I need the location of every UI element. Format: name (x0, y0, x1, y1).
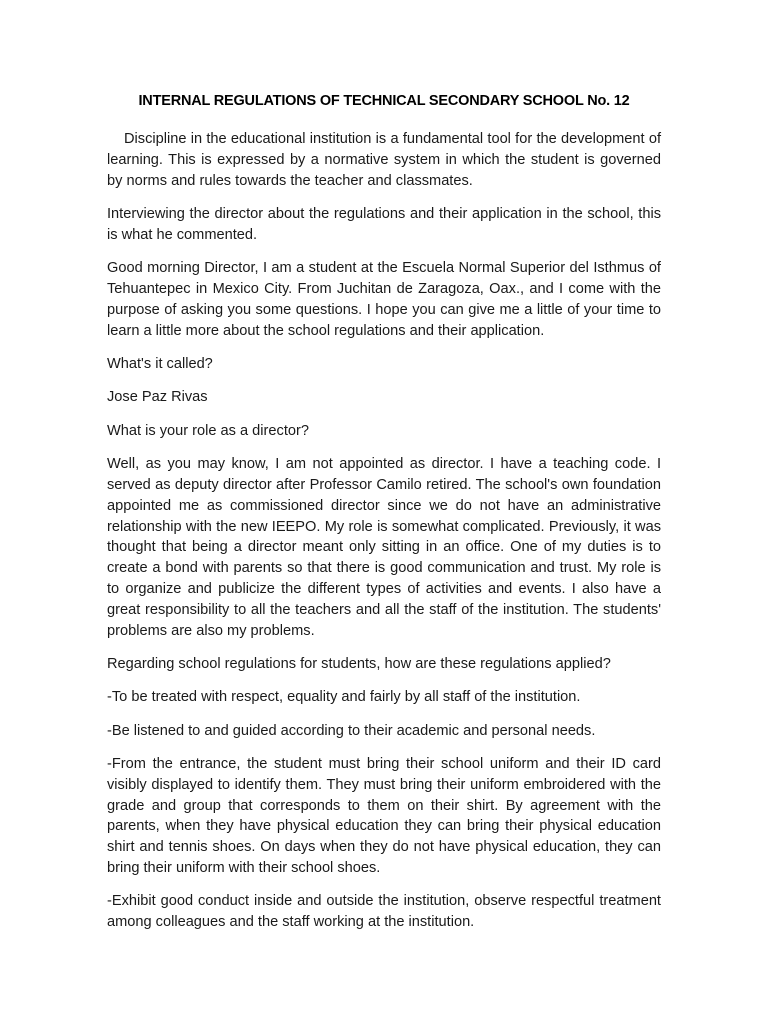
document-title: INTERNAL REGULATIONS OF TECHNICAL SECONDARY SCHOOL No. 12 (138, 93, 630, 109)
answer-role: Well, as you may know, I am not appointed as director. I have a teaching code. I served as deputy director after Professor Camilo retired. The school's own foundation appointed me as commissioned director since we do not have an administrative relationship with the new IEEPO. My role is somewhat complicated. Previously, it was thought that being a director meant only sitting in an office. One of my duties is to create a bond with parents so that there is good communication and trust. My role is to organize and publicize the different types of activities and events. I also have a great responsibility to all the teachers and all the staff of the institution. The students' problems are also my problems. (107, 456, 661, 639)
question-regulations: Regarding school regulations for students, how are these regulations applied? (107, 655, 611, 672)
paragraph-intro: Discipline in the educational institution is a fundamental tool for the development of learning. This is expressed by a normative system in which the student is governed by norms and rules towards the teacher and classmates. (107, 131, 661, 189)
document-body (107, 129, 661, 946)
regulation-item: -From the entrance, the student must bring their school uniform and their ID card visibly displayed to identify them. They must bring their uniform embroidered with the grade and group that corresponds to them on their shirt. By agreement with the parents, when they have physical education they can bring their physical education shirt and tennis shoes. On days when they do not have physical education, they can bring their uniform with their school shoes. (107, 756, 661, 877)
question-name: What's it called? (107, 355, 213, 372)
question-role: What is your role as a director? (107, 422, 309, 439)
regulation-item: -Be listened to and guided according to their academic and personal needs. (107, 722, 596, 739)
paragraph-greeting: Good morning Director, I am a student at the Escuela Normal Superior del Isthmus of Tehuantepec in Mexico City. From Juchitan de Zaragoza, Oax., and I come with the purpose of asking you some questions. I hope you can give me a little of your time to learn a little more about the school regulations and their application. (107, 260, 661, 339)
paragraph-interview-context: Interviewing the director about the regulations and their application in the school, this is what he commented. (107, 205, 661, 243)
answer-name: Jose Paz Rivas (107, 389, 208, 406)
regulation-item: -Exhibit good conduct inside and outside the institution, observe respectful treatment among colleagues and the staff working at the institution. (107, 893, 661, 931)
regulation-item: -To be treated with respect, equality and fairly by all staff of the institution. (107, 689, 581, 706)
